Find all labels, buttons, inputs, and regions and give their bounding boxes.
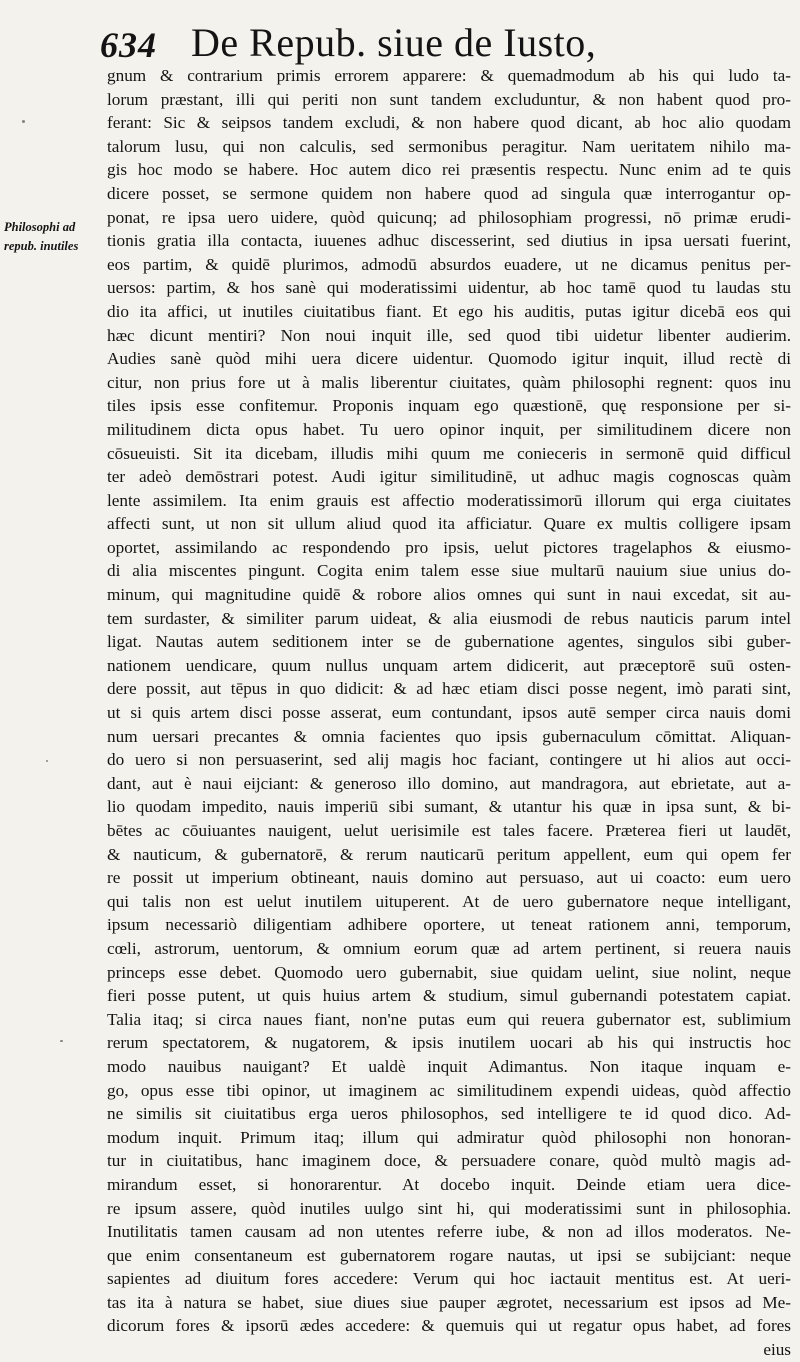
- page-number: 634: [100, 25, 157, 65]
- text-line: & nauticum, & gubernatorē, & rerum nauticarū peritum appellent, eum qui opem fer: [107, 844, 791, 864]
- text-line: Talia itaq; si circa naues fiant, non'ne putas eum qui reuera gubernator est, sublimium: [107, 1009, 791, 1029]
- text-line: ferant: Sic & seipsos tandem excludi, & non habere quod dicant, ab hoc alio quodam: [107, 113, 791, 133]
- ink-speck: [22, 120, 25, 123]
- text-line: Inutilitatis tamen causam ad non utentes referre iube, & non ad illos moderatos. Ne-: [107, 1222, 791, 1242]
- text-line: num uersari precantes & omnia facientes quo ipsis gubernaculum cōmittat. Aliquan-: [107, 726, 791, 746]
- text-line: ut si quis artem disci posse asserat, eum contundant, ipsos autē semper circa nauis domi: [107, 703, 791, 723]
- text-line: di alia miscentes pingunt. Cogita enim talem esse siue multarū nauium siue unius do-: [107, 561, 791, 581]
- text-line: eos partim, & quidē plurimos, admodū absurdos euadere, ut ne dicamus penitus per-: [107, 254, 791, 274]
- text-line: lio quodam impedito, nauis imperiū sibi sumant, & utantur his quæ in ipsa sunt, & bi-: [107, 797, 791, 817]
- margin-note-line: repub. inutiles: [4, 239, 79, 253]
- text-line: gnum & contrarium primis errorem apparere: & quemadmodum ab his qui ludo ta-: [107, 66, 791, 85]
- text-line: dio ita affici, ut inutiles ciuitatibus fiant. Et ego his auditis, putas igitur dicebā eos qui: [107, 301, 791, 321]
- running-title: De Repub. siue de Iusto,: [191, 20, 597, 65]
- text-line: Audies sanè quòd mihi uera dicere uidentur. Quomodo igitur inquit, illud rectè di: [107, 349, 791, 369]
- margin-note-line: Philosophi ad: [4, 220, 76, 234]
- text-line: ligat. Nautas autem seditionem inter se de gubernatione agentes, singulos sibi guber-: [107, 632, 791, 652]
- text-line: talorum lusu, qui non calculis, sed sermonibus peragitur. Nam ueritatem nihilo ma-: [107, 136, 791, 156]
- ink-speck: [46, 760, 48, 762]
- text-line: sapientes ad diuitum fores accedere: Verum qui hoc iactauit mentitus est. At ueri-: [107, 1269, 791, 1289]
- ink-speck: [60, 1040, 63, 1042]
- text-line: mirandum esset, si honorarentur. At docebo inquit. Deinde etiam uera dice-: [107, 1174, 791, 1194]
- text-line: re ipsum assere, quòd inutiles uulgo sint hi, qui moderatissimi sunt in philosophia.: [107, 1198, 791, 1218]
- text-line: militudinem dicta opus habet. Tu uero opinor inquit, per similitudinem dicere non: [107, 419, 791, 439]
- text-line: do uero si non persuaserint, sed alij magis hoc faciant, contingere ut hi alios aut occi-: [107, 750, 791, 770]
- text-line: dicorum fores & ipsorū ædes accedere: & quemuis qui ut regatur opus habet, ad fores: [107, 1316, 791, 1336]
- text-line: oportet, assimilando ac respondendo pro ipsis, uelut pictores tragelaphos & eiusmo-: [107, 537, 791, 557]
- text-line: qui talis non est uelut inutilem uituperent. At de uero gubernatore neque intelligant,: [107, 891, 791, 911]
- margin-note: [4, 218, 100, 256]
- text-line: tionis gratia illa contacta, iuuenes adhuc discesserint, sed diutius in ipsa uersati fuerint,: [107, 231, 791, 251]
- text-line: ne similis sit ciuitatibus erga ueros philosophos, sed intelligere te id quod dico. Ad-: [107, 1104, 791, 1124]
- text-line: cōsueuisti. Sit ita dicebam, illudis mihi quum me conieceris in sermonē quid difficul: [107, 443, 791, 463]
- text-line: dant, aut è naui eijciant: & generoso illo domino, aut mandragora, aut ebrietate, aut a-: [107, 773, 791, 793]
- text-line: ponat, re ipsa uero uidere, quòd quicunq; ad philosophiam progressi, nō primæ erudi-: [107, 207, 791, 227]
- text-line: bētes ac cōuiuantes nauigent, uelut uerisimile est tales facere. Præterea fieri ut laudēt,: [107, 821, 791, 840]
- text-line: affecti sunt, ut non sit ullum aliud quod ita afficiatur. Quare ex multis colligere ipsam: [107, 514, 791, 534]
- text-line: lorum præstant, illi qui periti non sunt tandem excluduntur, & non habent quod pro-: [107, 89, 791, 109]
- text-line: tur in ciuitatibus, hanc imaginem doce, & persuadere conare, quòd multò magis ad-: [107, 1151, 791, 1171]
- text-line: go, opus esse tibi opinor, ut imaginem ac similitudinem expendi uideas, quòd affectio: [107, 1080, 791, 1100]
- text-line: modo nauibus nauigant? Et ualdè inquit Adimantus. Non itaque inquam e-: [107, 1056, 791, 1076]
- text-line: dicere posset, se sermone quidem non habere quod ad singula quæ interrogantur op-: [107, 183, 791, 203]
- text-line: tem surdaster, & similiter parum uideat, & alia eiusmodi de rebus nauticis parum intel: [107, 608, 791, 628]
- text-line: hæc dicunt mentiri? Non noui inquit ille, sed quod tibi uidetur libenter audierim.: [107, 325, 791, 345]
- text-line: fieri posse putent, ut quis huius artem & studium, simul gubernandi potestatem capiat.: [107, 986, 791, 1006]
- text-line: citur, non prius fore ut à malis liberentur ciuitates, quàm philosophi regnent: quos inu: [107, 372, 791, 392]
- text-line: ter adeò demōstrari potest. Audi igitur similitudinē, ut adhuc magis cognoscas quàm: [107, 467, 791, 487]
- text-line: gis hoc modo se habere. Hoc autem dico rei præsentis respectu. Nunc enim ad te quis: [107, 160, 791, 180]
- text-line: ipsum necessariò diligentiam adhibere oportere, ut teneat rationem anni, temporum,: [107, 915, 791, 935]
- page-header: [100, 8, 790, 66]
- text-line: uersos: partim, & hos sanè qui moderatissimi uidentur, ab hoc tamē quod tu laudas stu: [107, 278, 791, 298]
- body-text: [107, 64, 791, 1360]
- text-line: eius: [763, 1340, 791, 1360]
- text-line: que enim consentaneum est gubernatorem rogare nautas, ut ipsi se subijciant: neque: [107, 1245, 791, 1265]
- text-line: modum inquit. Primum itaq; illum qui admiratur quòd philosophi non honoran-: [107, 1127, 791, 1147]
- text-line: cœli, astrorum, uentorum, & omnium eorum quæ ad artem pertinent, si reuera nauis: [107, 938, 791, 958]
- text-line: lente assimilem. Ita enim grauis est affectio moderatissimorū illorum qui erga ciuitates: [107, 490, 791, 510]
- text-line: minum, qui magnitudine quidē & robore alios omnes qui sunt in naui excedat, sit au-: [107, 585, 791, 605]
- text-line: princeps esse debet. Quomodo uero gubernabit, siue quidam uelint, siue nolint, neque: [107, 962, 791, 982]
- text-line: tiles ipsis esse confitemur. Proponis inquam ego quæstionē, quę responsione per si-: [107, 396, 791, 416]
- text-line: nationem uendicare, quum nullus unquam artem didicerit, aut præceptorē suū osten-: [107, 655, 791, 675]
- text-line: tas ita à natura se habet, siue diues siue pauper ægrotet, necessarium est ipsos ad Me-: [107, 1292, 791, 1312]
- text-line: rerum spectatorem, & nugatorem, & ipsis inutilem uocari ab his qui instructis hoc: [107, 1033, 791, 1053]
- text-line: re possit ut imperium obtineant, nauis domino aut persuaso, aut ui coacto: eum uero: [107, 868, 791, 888]
- text-line: dere possit, aut tēpus in quo didicit: & ad hæc etiam disci posse negent, imò parati sint,: [107, 679, 791, 699]
